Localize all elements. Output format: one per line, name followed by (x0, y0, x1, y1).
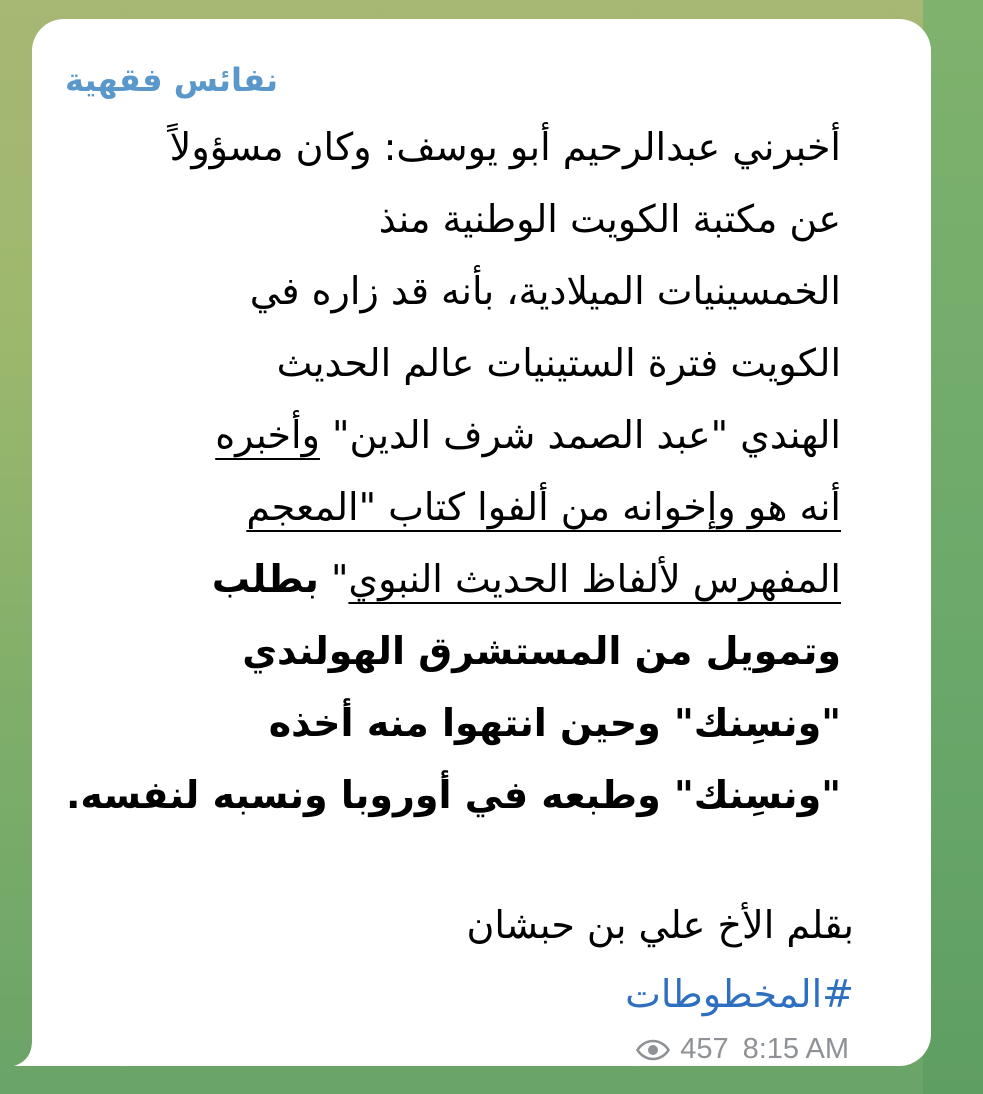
message-line-2: عن مكتبة الكويت الوطنية منذ (378, 197, 841, 241)
message-line-6 (102, 471, 841, 543)
signature: بقلم الأخ علي بن حبشان (466, 903, 854, 947)
message-bold-line-3: "ونسِنك" وطبعه في أوروبا ونسبه لنفسه. (65, 773, 841, 817)
message-bold-line-2: "ونسِنك" وحين انتهوا منه أخذه (268, 701, 841, 745)
chat-background (923, 0, 983, 1094)
sender-name[interactable]: نفائس فقهية (64, 61, 278, 99)
message-line-7-underlined: المفهرس لألفاظ الحديث النبوي (348, 557, 841, 601)
eye-icon (636, 1039, 670, 1061)
message-line-10 (65, 759, 841, 831)
message-line-7 (102, 543, 841, 615)
message-bold-line-1: وتمويل من المستشرق الهولندي (242, 629, 841, 673)
message-line-6-underlined: أنه هو وإخوانه من ألفوا كتاب "المعجم (246, 485, 841, 529)
message-time: 8:15 AM (742, 1033, 849, 1065)
message-line-5 (102, 399, 841, 471)
message-line-1: أخبرني عبدالرحيم أبو يوسف: وكان مسؤولاً (169, 125, 841, 169)
hashtag-link[interactable]: #المخطوطات (625, 972, 854, 1016)
message-line-5-underlined: وأخبره (215, 413, 320, 457)
message-line-7-bold: بطلب (211, 557, 319, 601)
message-line-4: الكويت فترة الستينيات عالم الحديث (276, 341, 841, 385)
message-line-3: الخمسينيات الميلادية، بأنه قد زاره في (249, 269, 841, 313)
message-meta (636, 1033, 849, 1066)
message-text (65, 111, 841, 831)
message-line-5-plain: الهندي "عبد الصمد شرف الدين" (319, 413, 841, 457)
view-count: 457 (680, 1033, 729, 1065)
message-line-9 (102, 687, 841, 759)
message-line-8 (102, 615, 841, 687)
message-bubble[interactable] (32, 19, 931, 1066)
message-line-7-plain: " (318, 557, 349, 601)
